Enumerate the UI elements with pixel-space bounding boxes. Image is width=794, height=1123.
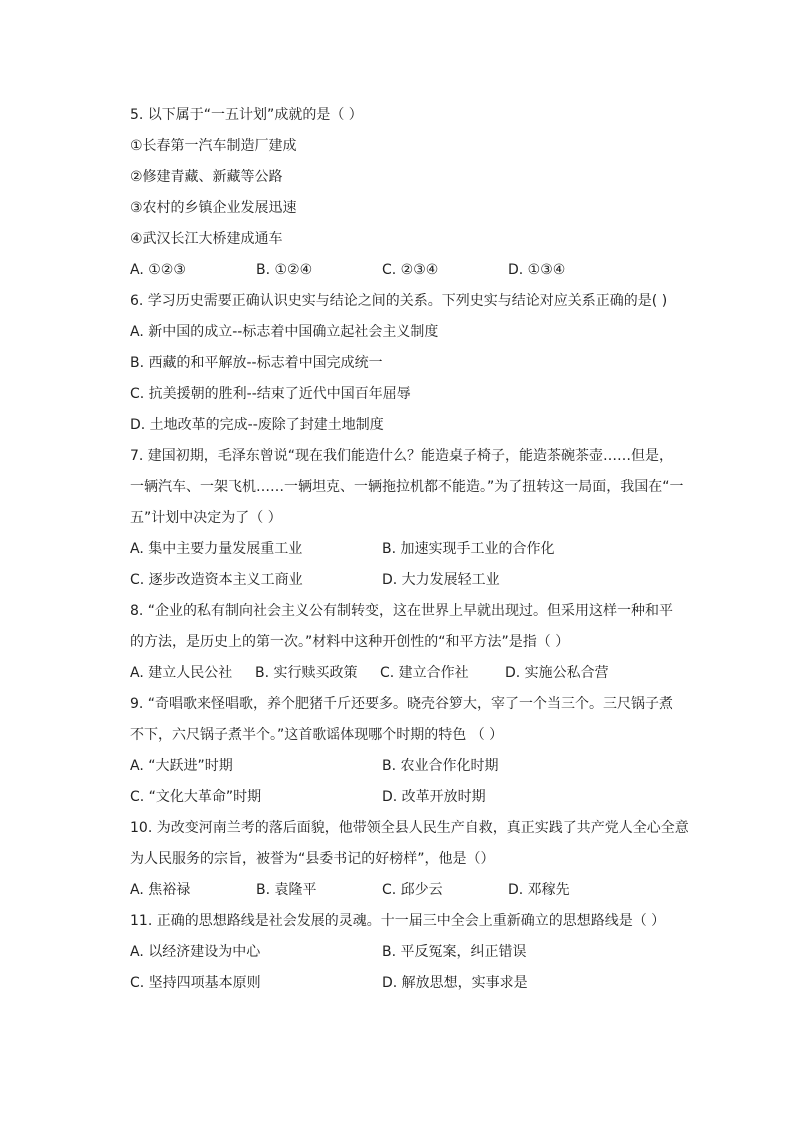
question-stem: 不下，六尺锅子煮半个。”这首歌谣体现哪个时期的特色 （ ）: [130, 727, 504, 743]
exam-page: [130, 100, 690, 999]
options-row: [130, 937, 690, 968]
option-a: A. 集中主要力量发展重工业: [130, 541, 303, 557]
question-6: [130, 286, 690, 441]
option-b: B. 农业合作化时期: [382, 758, 499, 774]
option-c: C. 建立合作社: [380, 665, 469, 681]
question-stem: 10. 为改变河南兰考的落后面貌，他带领全县人民生产自救，真正实践了共产党人全心全意: [130, 820, 689, 836]
option-d: D. 邓稼先: [508, 882, 570, 898]
options-row: [130, 658, 690, 689]
options-row: [130, 875, 690, 906]
question-8: [130, 596, 690, 689]
question-stem: 6. 学习历史需要正确认识史实与结论之间的关系。下列史实与结论对应关系正确的是( ): [130, 293, 668, 309]
question-stem: 8. “企业的私有制向社会主义公有制转变，这在世界上早就出现过。但采用这样一种和平: [130, 603, 674, 619]
question-11: [130, 906, 690, 999]
statement-item: ①长春第一汽车制造厂建成: [130, 138, 297, 154]
question-stem: 7. 建国初期，毛泽东曾说“现在我们能造什么？能造桌子椅子，能造茶碗茶壶……但是，: [130, 448, 674, 464]
option-b: B. 实行赎买政策: [255, 665, 358, 681]
question-stem: 9. “奇唱歌来怪唱歌，养个肥猪千斤还要多。晓壳谷箩大，宰了一个当三个。三尺锅子煮: [130, 696, 674, 712]
option-b: B. ①②④: [256, 262, 313, 278]
options-row: [130, 565, 690, 596]
option-c: C. 抗美援朝的胜利--结束了近代中国百年屈辱: [130, 386, 411, 402]
statement-item: ②修建青藏、新藏等公路: [130, 169, 283, 185]
question-stem: 11. 正确的思想路线是社会发展的灵魂。十一届三中全会上重新确立的思想路线是（ ）: [130, 913, 666, 929]
options-row: [130, 968, 690, 999]
options-row: [130, 751, 690, 782]
question-7: [130, 441, 690, 596]
options-row: [130, 534, 690, 565]
option-a: A. “大跃进”时期: [130, 758, 233, 774]
option-d: D. 土地改革的完成--废除了封建土地制度: [130, 417, 384, 433]
option-c: C. 逐步改造资本主义工商业: [130, 572, 303, 588]
question-5: [130, 100, 690, 286]
question-9: [130, 689, 690, 813]
question-stem: 为人民服务的宗旨，被誉为“县委书记的好榜样”，他是（）: [130, 851, 495, 867]
option-b: B. 平反冤案，纠正错误: [382, 944, 527, 960]
option-a: A. 焦裕禄: [130, 882, 191, 898]
option-a: A. 以经济建设为中心: [130, 944, 261, 960]
options-row: [130, 782, 690, 813]
option-c: C. 坚持四项基本原则: [130, 975, 261, 991]
option-a: A. 建立人民公社: [130, 665, 233, 681]
option-c: C. ②③④: [382, 262, 439, 278]
option-b: B. 袁隆平: [256, 882, 317, 898]
question-stem: 5. 以下属于“一五计划”成就的是（ ）: [130, 107, 363, 123]
question-stem: 的方法，是历史上的第一次。”材料中这种开创性的“和平方法”是指（ ）: [130, 634, 570, 650]
option-b: B. 西藏的和平解放--标志着中国完成统一: [130, 355, 383, 371]
option-d: D. 大力发展轻工业: [382, 572, 500, 588]
question-stem: 五”计划中决定为了（ ）: [130, 510, 282, 526]
option-d: D. 改革开放时期: [382, 789, 486, 805]
option-a: A. ①②③: [130, 262, 186, 278]
options-row: [130, 255, 690, 286]
option-d: D. 实施公私合营: [505, 665, 609, 681]
option-a: A. 新中国的成立--标志着中国确立起社会主义制度: [130, 324, 439, 340]
option-c: C. 邱少云: [382, 882, 443, 898]
option-d: D. ①③④: [508, 262, 566, 278]
option-c: C. “文化大革命”时期: [130, 789, 262, 805]
statement-item: ④武汉长江大桥建成通车: [130, 231, 283, 247]
question-10: [130, 813, 690, 906]
option-d: D. 解放思想，实事求是: [382, 975, 528, 991]
question-stem: 一辆汽车、一架飞机……一辆坦克、一辆拖拉机都不能造。”为了扭转这一局面，我国在“一: [130, 479, 684, 495]
option-b: B. 加速实现手工业的合作化: [382, 541, 555, 557]
statement-item: ③农村的乡镇企业发展迅速: [130, 200, 297, 216]
